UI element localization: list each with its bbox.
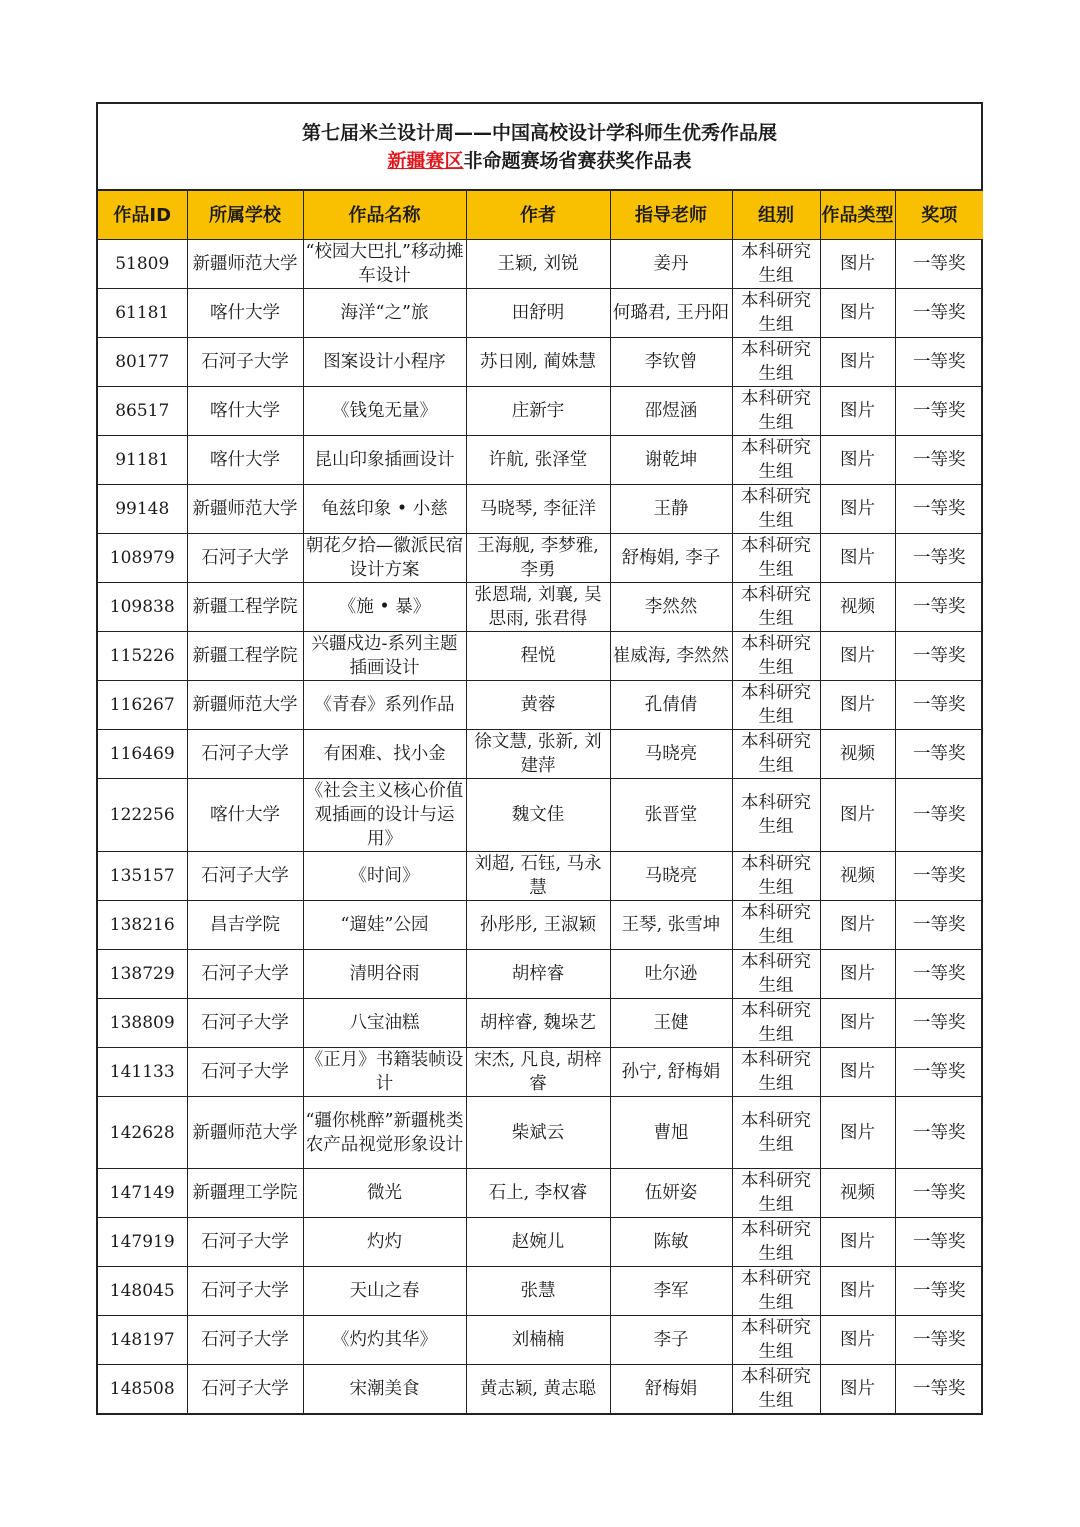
cell-work-name: 《正月》书籍装帧设计	[303, 1048, 466, 1097]
cell-work-id: 138216	[98, 901, 187, 950]
region-highlight: 新疆赛区	[387, 149, 464, 172]
cell-award: 一等奖	[895, 240, 983, 289]
cell-work-name: 灼灼	[303, 1218, 466, 1267]
header-award: 奖项	[895, 191, 983, 240]
cell-author: 孙彤彤, 王淑颖	[466, 901, 610, 950]
cell-work-name: 图案设计小程序	[303, 338, 466, 387]
table-row	[98, 338, 983, 387]
table-row	[98, 1365, 983, 1414]
cell-school: 石河子大学	[187, 534, 303, 583]
cell-author: 石上, 李权睿	[466, 1169, 610, 1218]
table-row	[98, 999, 983, 1048]
table-row	[98, 901, 983, 950]
cell-work-name: 《灼灼其华》	[303, 1316, 466, 1365]
cell-group: 本科研究生组	[732, 1316, 820, 1365]
awards-table	[98, 190, 983, 1413]
cell-work-name: 宋潮美食	[303, 1365, 466, 1414]
cell-school: 昌吉学院	[187, 901, 303, 950]
cell-school: 新疆师范大学	[187, 681, 303, 730]
cell-work-type: 图片	[820, 779, 895, 852]
cell-work-type: 图片	[820, 1097, 895, 1169]
cell-group: 本科研究生组	[732, 338, 820, 387]
cell-work-type: 图片	[820, 901, 895, 950]
cell-work-type: 图片	[820, 999, 895, 1048]
cell-advisor: 张晋堂	[610, 779, 732, 852]
cell-group: 本科研究生组	[732, 999, 820, 1048]
cell-work-id: 91181	[98, 436, 187, 485]
cell-work-type: 视频	[820, 852, 895, 901]
table-row	[98, 1267, 983, 1316]
table-row	[98, 583, 983, 632]
cell-author: 刘楠楠	[466, 1316, 610, 1365]
cell-work-type: 图片	[820, 632, 895, 681]
cell-work-name: 天山之春	[303, 1267, 466, 1316]
cell-work-id: 51809	[98, 240, 187, 289]
cell-school: 石河子大学	[187, 852, 303, 901]
cell-school: 石河子大学	[187, 1048, 303, 1097]
cell-author: 徐文慧, 张新, 刘建萍	[466, 730, 610, 779]
cell-school: 石河子大学	[187, 1218, 303, 1267]
cell-group: 本科研究生组	[732, 485, 820, 534]
cell-work-id: 138809	[98, 999, 187, 1048]
cell-advisor: 伍妍姿	[610, 1169, 732, 1218]
cell-school: 石河子大学	[187, 999, 303, 1048]
cell-advisor: 孙宁, 舒梅娟	[610, 1048, 732, 1097]
table-row	[98, 1048, 983, 1097]
cell-school: 石河子大学	[187, 1365, 303, 1414]
header-work-name: 作品名称	[303, 191, 466, 240]
cell-work-type: 图片	[820, 436, 895, 485]
table-row	[98, 852, 983, 901]
cell-school: 新疆工程学院	[187, 583, 303, 632]
cell-advisor: 李军	[610, 1267, 732, 1316]
cell-work-type: 视频	[820, 583, 895, 632]
cell-work-type: 图片	[820, 950, 895, 999]
cell-work-type: 图片	[820, 1048, 895, 1097]
cell-author: 庄新宇	[466, 387, 610, 436]
table-row	[98, 950, 983, 999]
cell-advisor: 何璐君, 王丹阳	[610, 289, 732, 338]
cell-author: 苏日刚, 蔺姝慧	[466, 338, 610, 387]
cell-school: 喀什大学	[187, 289, 303, 338]
cell-author: 宋杰, 凡良, 胡梓睿	[466, 1048, 610, 1097]
cell-group: 本科研究生组	[732, 1097, 820, 1169]
cell-work-id: 142628	[98, 1097, 187, 1169]
cell-author: 马晓琴, 李征洋	[466, 485, 610, 534]
cell-author: 王颖, 刘锐	[466, 240, 610, 289]
cell-author: 魏文佳	[466, 779, 610, 852]
cell-work-id: 115226	[98, 632, 187, 681]
title-block	[98, 104, 981, 190]
cell-group: 本科研究生组	[732, 436, 820, 485]
cell-school: 新疆师范大学	[187, 240, 303, 289]
cell-award: 一等奖	[895, 387, 983, 436]
cell-award: 一等奖	[895, 1169, 983, 1218]
table-row	[98, 1097, 983, 1169]
cell-group: 本科研究生组	[732, 852, 820, 901]
cell-work-id: 61181	[98, 289, 187, 338]
cell-author: 胡梓睿	[466, 950, 610, 999]
cell-advisor: 孔倩倩	[610, 681, 732, 730]
cell-work-type: 图片	[820, 1267, 895, 1316]
cell-group: 本科研究生组	[732, 1267, 820, 1316]
cell-author: 许航, 张泽堂	[466, 436, 610, 485]
cell-work-name: “遛娃”公园	[303, 901, 466, 950]
cell-work-type: 图片	[820, 387, 895, 436]
cell-advisor: 王健	[610, 999, 732, 1048]
cell-award: 一等奖	[895, 730, 983, 779]
cell-work-name: “疆你桃醉”新疆桃类农产品视觉形象设计	[303, 1097, 466, 1169]
cell-award: 一等奖	[895, 999, 983, 1048]
subtitle-rest: 非命题赛场省赛获奖作品表	[463, 149, 692, 172]
cell-award: 一等奖	[895, 1365, 983, 1414]
cell-award: 一等奖	[895, 1048, 983, 1097]
cell-work-name: 昆山印象插画设计	[303, 436, 466, 485]
cell-work-type: 视频	[820, 730, 895, 779]
cell-group: 本科研究生组	[732, 1169, 820, 1218]
cell-school: 石河子大学	[187, 950, 303, 999]
cell-award: 一等奖	[895, 289, 983, 338]
cell-award: 一等奖	[895, 950, 983, 999]
cell-advisor: 李钦曾	[610, 338, 732, 387]
cell-work-id: 135157	[98, 852, 187, 901]
table-row	[98, 436, 983, 485]
cell-work-type: 图片	[820, 534, 895, 583]
cell-group: 本科研究生组	[732, 289, 820, 338]
cell-advisor: 吐尔逊	[610, 950, 732, 999]
cell-author: 黄志颖, 黄志聪	[466, 1365, 610, 1414]
cell-group: 本科研究生组	[732, 240, 820, 289]
cell-work-id: 80177	[98, 338, 187, 387]
cell-work-id: 116267	[98, 681, 187, 730]
cell-group: 本科研究生组	[732, 583, 820, 632]
table-row	[98, 1316, 983, 1365]
table-row	[98, 632, 983, 681]
cell-work-name: 八宝油糕	[303, 999, 466, 1048]
cell-work-id: 148508	[98, 1365, 187, 1414]
cell-work-name: 《钱兔无量》	[303, 387, 466, 436]
cell-work-type: 图片	[820, 289, 895, 338]
cell-advisor: 王静	[610, 485, 732, 534]
cell-advisor: 崔威海, 李然然	[610, 632, 732, 681]
cell-advisor: 陈敏	[610, 1218, 732, 1267]
cell-school: 石河子大学	[187, 1316, 303, 1365]
cell-group: 本科研究生组	[732, 387, 820, 436]
cell-work-name: 有困难、找小金	[303, 730, 466, 779]
table-row	[98, 485, 983, 534]
cell-author: 田舒明	[466, 289, 610, 338]
cell-author: 张慧	[466, 1267, 610, 1316]
cell-work-name: 《施 • 暴》	[303, 583, 466, 632]
cell-school: 喀什大学	[187, 387, 303, 436]
cell-advisor: 李子	[610, 1316, 732, 1365]
cell-school: 新疆师范大学	[187, 1097, 303, 1169]
cell-advisor: 邵煜涵	[610, 387, 732, 436]
cell-author: 王海舰, 李梦雅, 李勇	[466, 534, 610, 583]
cell-work-name: 海洋“之”旅	[303, 289, 466, 338]
cell-author: 柴斌云	[466, 1097, 610, 1169]
cell-advisor: 姜丹	[610, 240, 732, 289]
cell-award: 一等奖	[895, 485, 983, 534]
cell-work-id: 141133	[98, 1048, 187, 1097]
cell-group: 本科研究生组	[732, 901, 820, 950]
cell-advisor: 谢乾坤	[610, 436, 732, 485]
cell-award: 一等奖	[895, 901, 983, 950]
cell-group: 本科研究生组	[732, 534, 820, 583]
cell-school: 新疆师范大学	[187, 485, 303, 534]
cell-work-id: 108979	[98, 534, 187, 583]
header-advisor: 指导老师	[610, 191, 732, 240]
cell-work-id: 116469	[98, 730, 187, 779]
cell-work-id: 148045	[98, 1267, 187, 1316]
cell-award: 一等奖	[895, 338, 983, 387]
cell-award: 一等奖	[895, 1267, 983, 1316]
cell-author: 刘超, 石钰, 马永慧	[466, 852, 610, 901]
header-author: 作者	[466, 191, 610, 240]
cell-award: 一等奖	[895, 1218, 983, 1267]
cell-award: 一等奖	[895, 436, 983, 485]
cell-advisor: 马晓亮	[610, 730, 732, 779]
cell-author: 赵婉儿	[466, 1218, 610, 1267]
cell-award: 一等奖	[895, 632, 983, 681]
cell-school: 石河子大学	[187, 730, 303, 779]
cell-award: 一等奖	[895, 1097, 983, 1169]
cell-work-id: 147919	[98, 1218, 187, 1267]
cell-work-name: 清明谷雨	[303, 950, 466, 999]
cell-work-name: “校园大巴扎”移动摊车设计	[303, 240, 466, 289]
cell-work-name: 朝花夕拾—徽派民宿设计方案	[303, 534, 466, 583]
cell-school: 喀什大学	[187, 436, 303, 485]
page-subtitle	[98, 147, 981, 175]
table-row	[98, 387, 983, 436]
table-row	[98, 534, 983, 583]
header-work-id: 作品ID	[98, 191, 187, 240]
cell-advisor: 马晓亮	[610, 852, 732, 901]
table-row	[98, 779, 983, 852]
award-sheet	[96, 102, 983, 1415]
cell-work-type: 图片	[820, 1365, 895, 1414]
cell-group: 本科研究生组	[732, 1365, 820, 1414]
cell-work-name: 兴疆戍边-系列主题插画设计	[303, 632, 466, 681]
cell-work-id: 99148	[98, 485, 187, 534]
cell-award: 一等奖	[895, 1316, 983, 1365]
table-row	[98, 289, 983, 338]
cell-work-type: 视频	[820, 1169, 895, 1218]
cell-work-name: 《社会主义核心价值观插画的设计与运用》	[303, 779, 466, 852]
cell-author: 张恩瑞, 刘襄, 吴思雨, 张君得	[466, 583, 610, 632]
cell-advisor: 舒梅娟	[610, 1365, 732, 1414]
cell-school: 新疆理工学院	[187, 1169, 303, 1218]
cell-work-id: 86517	[98, 387, 187, 436]
cell-group: 本科研究生组	[732, 779, 820, 852]
cell-school: 喀什大学	[187, 779, 303, 852]
page-title: 第七届米兰设计周——中国高校设计学科师生优秀作品展	[301, 121, 777, 144]
cell-school: 新疆工程学院	[187, 632, 303, 681]
cell-work-name: 《青春》系列作品	[303, 681, 466, 730]
cell-work-name: 龟兹印象 • 小慈	[303, 485, 466, 534]
cell-work-type: 图片	[820, 681, 895, 730]
cell-advisor: 舒梅娟, 李子	[610, 534, 732, 583]
header-school: 所属学校	[187, 191, 303, 240]
cell-work-name: 《时间》	[303, 852, 466, 901]
table-row	[98, 1169, 983, 1218]
cell-group: 本科研究生组	[732, 632, 820, 681]
cell-group: 本科研究生组	[732, 1218, 820, 1267]
table-row	[98, 1218, 983, 1267]
cell-award: 一等奖	[895, 779, 983, 852]
cell-work-type: 图片	[820, 1218, 895, 1267]
cell-award: 一等奖	[895, 681, 983, 730]
cell-author: 程悦	[466, 632, 610, 681]
cell-award: 一等奖	[895, 534, 983, 583]
cell-work-id: 148197	[98, 1316, 187, 1365]
cell-author: 黄蓉	[466, 681, 610, 730]
cell-author: 胡梓睿, 魏垛艺	[466, 999, 610, 1048]
cell-work-type: 图片	[820, 240, 895, 289]
cell-group: 本科研究生组	[732, 730, 820, 779]
cell-work-id: 109838	[98, 583, 187, 632]
cell-school: 石河子大学	[187, 1267, 303, 1316]
cell-work-id: 122256	[98, 779, 187, 852]
cell-work-id: 147149	[98, 1169, 187, 1218]
cell-school: 石河子大学	[187, 338, 303, 387]
cell-award: 一等奖	[895, 852, 983, 901]
cell-work-type: 图片	[820, 485, 895, 534]
cell-advisor: 李然然	[610, 583, 732, 632]
cell-group: 本科研究生组	[732, 1048, 820, 1097]
table-row	[98, 240, 983, 289]
cell-advisor: 曹旭	[610, 1097, 732, 1169]
table-row	[98, 730, 983, 779]
header-work-type: 作品类型	[820, 191, 895, 240]
cell-work-type: 图片	[820, 1316, 895, 1365]
cell-work-id: 138729	[98, 950, 187, 999]
header-group: 组别	[732, 191, 820, 240]
cell-group: 本科研究生组	[732, 681, 820, 730]
table-row	[98, 681, 983, 730]
table-header-row	[98, 191, 983, 240]
cell-work-type: 图片	[820, 338, 895, 387]
cell-group: 本科研究生组	[732, 950, 820, 999]
cell-work-name: 微光	[303, 1169, 466, 1218]
cell-award: 一等奖	[895, 583, 983, 632]
cell-advisor: 王琴, 张雪坤	[610, 901, 732, 950]
